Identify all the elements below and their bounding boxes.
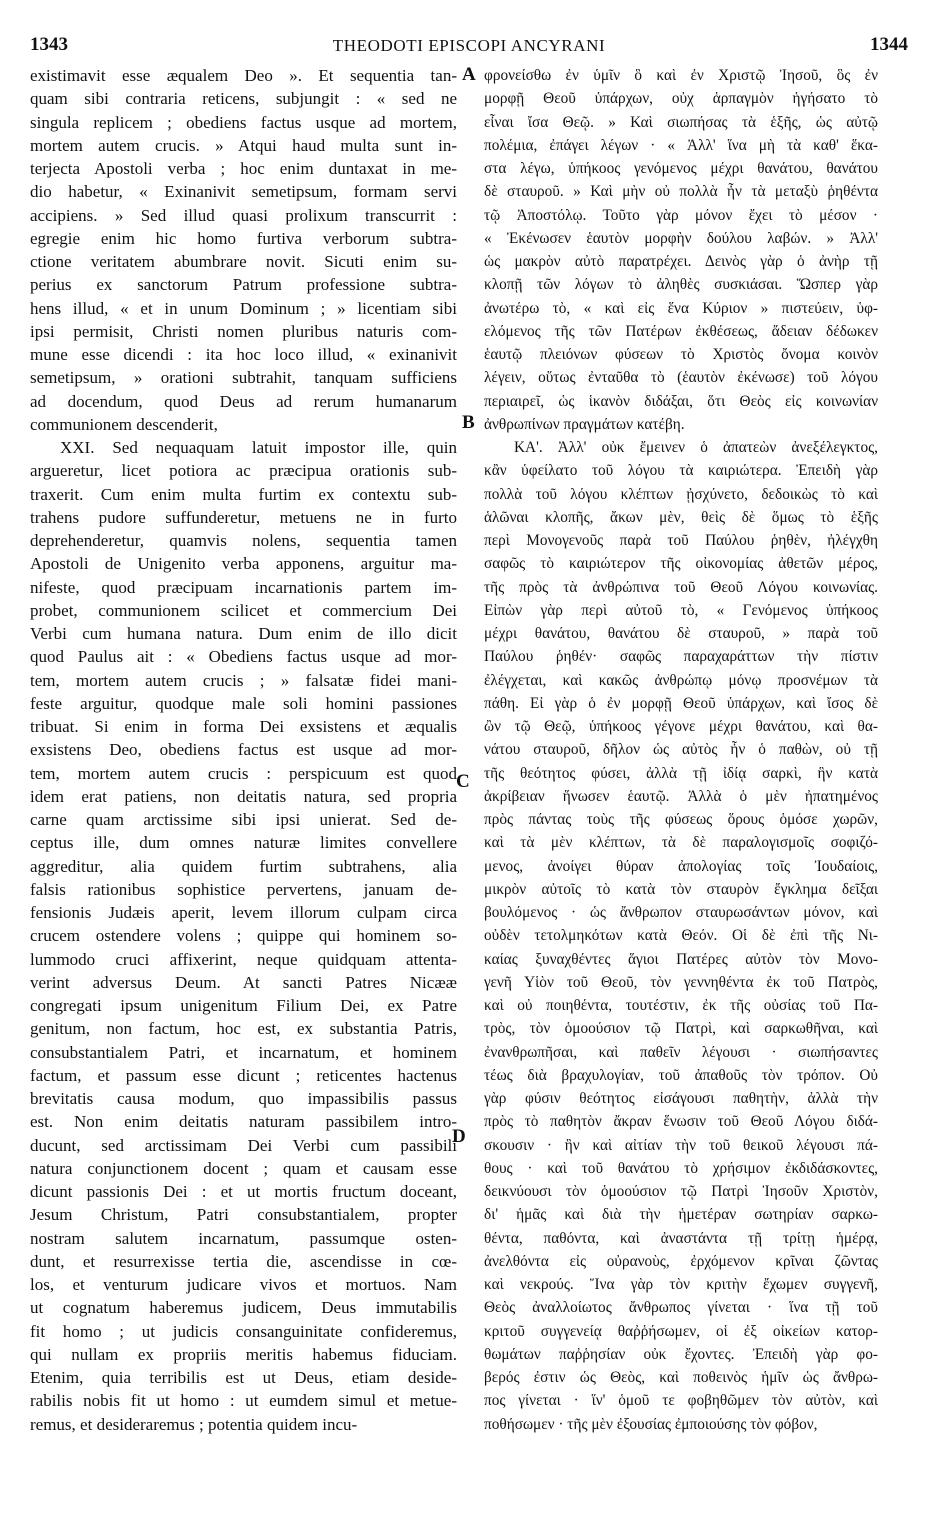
greek-text-line: μορφῇ Θεοῦ ὑπάρχων, οὐχ ἁρπαγμὸν ἡγήσατο τὸ bbox=[484, 90, 878, 108]
greek-text-line: δι' ἡμᾶς καὶ διὰ τὴν ἡμετέραν σωτηρίαν σαρκω- bbox=[484, 1206, 878, 1224]
latin-text-line: accipiens. » Sed illud quasi prolixum transcurrit : bbox=[30, 205, 457, 225]
greek-text-line: πολέμια, ἐπάγει λέγων · « Ἀλλ' ἵνα μὴ τὰ καθ' ἕκα- bbox=[484, 136, 878, 154]
latin-text-line: feste arguitur, quodque male soli homini passiones bbox=[30, 693, 457, 713]
greek-text-line: ἐνανθρωπῆσαι, καὶ παθεῖν λέγουσι · σιωπήσαντες bbox=[484, 1043, 878, 1061]
greek-text-line: κλοπῇ τῶν λόγων τὸ ἀληθὲς συσκιάσαι. Ὥσπερ γὰρ bbox=[484, 276, 878, 294]
greek-text-line: εἶναι ἴσα Θεῷ. » Καὶ σιωπήσας τὰ ἑξῆς, ὡς αὐτῷ bbox=[484, 113, 878, 131]
greek-text-line: πολλὰ τοῦ λόγου κλέπτων ᾐσχύνετο, δεδοικὼς τὸ καὶ bbox=[484, 485, 878, 503]
greek-text-line: ΚΑ'. Ἀλλ' οὐκ ἔμεινεν ὁ ἀπατεὼν ἀνεξέλεγκτος, bbox=[514, 439, 878, 456]
latin-text-line: ad docendum, quod Deus ad rerum humanarum bbox=[30, 391, 457, 411]
greek-text-line: θους · καὶ τοῦ θανάτου τὸ χρήσιμον ἐκδιδάσκοντες, bbox=[484, 1159, 878, 1177]
greek-text-line: τέως διὰ βραχυλογίαν, τοῦ ἀπαθοῦς τὸν τρόπον. Οὐ bbox=[484, 1066, 878, 1084]
greek-text-line: τῆς πρὸς τὰ ἀνθρώπινα τοῦ Θεοῦ Λόγου κοινωνίας. bbox=[484, 578, 878, 596]
greek-text-line: βουλόμενος · ὡς ἄνθρωπον σταυρωσάντων μόνον, καὶ bbox=[484, 904, 878, 921]
greek-text-line: καὶ οὐ ποιηθέντα, τουτέστιν, ἐκ τῆς οὐσίας τοῦ Πα- bbox=[484, 997, 878, 1014]
latin-text-line: dio habetur, « Exinanivit semetipsum, formam servi bbox=[30, 182, 457, 202]
greek-text-line: κἂν ὑφείλατο τοῦ λόγου τὰ καιριώτερα. Ἐπειδὴ γὰρ bbox=[484, 462, 878, 480]
greek-text-line: γὰρ φύσιν θεότητος εἰσάγουσι παθητὴν, ἀλλὰ τὴν bbox=[484, 1090, 878, 1107]
greek-text-line: ἀνελθόντα εἰς οὐρανοὺς, ἐρχόμενον κρῖναι ζῶντας bbox=[484, 1252, 878, 1270]
latin-text-line: hens illud, « et in unum Dominum ; » licentiam sibi bbox=[30, 298, 457, 318]
latin-text-line: factum, et passum esse dicunt ; reticentes hactenus bbox=[30, 1065, 457, 1085]
greek-text-line: τρὸς, τὸν ὁμοούσιον τῷ Πατρὶ, καὶ σαρκωθῆναι, καὶ bbox=[484, 1020, 878, 1038]
latin-text-line: Etenim, quia terribilis est ut Deus, etiam deside- bbox=[30, 1368, 457, 1387]
latin-text-line: verint adversus Deum. At sancti Patres Nicææ bbox=[30, 972, 457, 992]
latin-text-line: Verbi cum humana natura. Dum enim de illo dicit bbox=[30, 624, 457, 643]
latin-text-line: Jesum Christum, Patri consubstantialem, propter bbox=[30, 1205, 457, 1225]
running-title: THEODOTI EPISCOPI ANCYRANI bbox=[332, 36, 606, 55]
latin-text-line: quam sibi contraria reticens, subjungit : « sed ne bbox=[30, 89, 457, 109]
greek-text-line: περιαιρεῖ, ὡς ἱκανὸν διδάξαι, ὅτι Θεὸς εἰς κοινωνίαν bbox=[484, 392, 878, 410]
latin-text-line: semetipsum, » orationi subtrahit, tanquam sufficiens bbox=[30, 368, 457, 388]
greek-text-line: καὶ τὰ μὲν κλέπτων, τὰ δὲ παραλογισμοῖς σοφιζό- bbox=[484, 834, 878, 852]
greek-text-line: Θεὸς ἀναλλοίωτος ἄνθρωπος γίνεται · ἵνα τῇ τοῦ bbox=[484, 1299, 878, 1317]
greek-text-line: περὶ Μονογενοῦς παρὰ τοῦ Παύλου ῥηθὲν, ἠλέγχθη bbox=[484, 532, 878, 549]
latin-text-line: ducunt, sed arctissimam Dei Verbi cum passibili bbox=[30, 1135, 457, 1155]
page-number-right: 1344 bbox=[870, 34, 908, 55]
greek-text-line: καὶ νεκρούς. Ἵνα γὰρ τὸν κριτὴν ἔχωμεν συγγενῆ, bbox=[484, 1276, 878, 1293]
latin-text-line: est. Non enim deitatis naturam passibilem intro- bbox=[30, 1112, 457, 1132]
latin-text-line: mune esse dicendi : ita hoc loco illud, « exinanivit bbox=[30, 345, 457, 364]
greek-text-line: φρονείσθω ἐν ὑμῖν ὃ καὶ ἐν Χριστῷ Ἰησοῦ, ὃς ἐν bbox=[484, 67, 878, 84]
latin-text-line: fensionis Judæis aperit, levem illorum culpam circa bbox=[30, 903, 457, 922]
latin-text-line: ipsi permisit, Christi nomen pluribus naturis com- bbox=[30, 321, 457, 341]
greek-text-line: ἑαυτῷ πλειόνων φύσεων τὸ Χριστὸς ὄνομα κοινὸν bbox=[484, 346, 878, 363]
latin-text-line: mortem autem crucis. » Atqui haud multa sunt in- bbox=[30, 135, 457, 155]
latin-text-line: XXI. Sed nequaquam latuit impostor ille, quin bbox=[60, 438, 457, 457]
latin-text-line: nostram salutem incarnatum, passumque osten- bbox=[30, 1228, 457, 1248]
latin-text-line: fit homo ; ut judicis consanguinitate confideremus, bbox=[30, 1321, 457, 1341]
greek-text-line: θέντα, παθόντα, καὶ ἀναστάντα τῇ τρίτῃ ἡμέρᾳ, bbox=[484, 1229, 878, 1247]
latin-text-line: falsis rationibus sophistice pervertens, januam de- bbox=[30, 879, 457, 899]
latin-text-line: idem erat patiens, non deitatis natura, sed propria bbox=[30, 786, 457, 806]
greek-text-line: ελόμενος τῆς τῶν Πατέρων ἐκθέσεως, ἄδειαν δέδωκεν bbox=[484, 322, 878, 340]
greek-text-line: ἁλῶναι κλοπῆς, ἄκων μὲν, θεὶς δὲ ὅμως τὸ ἑξῆς bbox=[484, 508, 878, 526]
greek-text-line: ὢν τῷ Θεῷ, ὑπήκοος γέγονε μέχρι θανάτου, καὶ θα- bbox=[484, 718, 878, 735]
latin-text-line: natura conjunctionem docent ; quam et causam esse bbox=[30, 1158, 457, 1178]
latin-text-line: consubstantialem Patri, et incarnatum, et hominem bbox=[30, 1042, 457, 1062]
latin-text-line: Apostoli de Unigenito verba apponens, arguitur ma- bbox=[30, 554, 457, 574]
latin-text-line: probet, communionem scilicet et commercium Dei bbox=[30, 600, 457, 620]
latin-text-line: crucem ostendere volens ; quippe qui hominem so- bbox=[30, 926, 457, 946]
latin-text-line: dicunt passionis Dei : et ut mortis fructum doceant, bbox=[30, 1182, 457, 1201]
latin-text-line: rabilis nobis fit ut homo : ut eumdem simul et metue- bbox=[30, 1391, 457, 1411]
greek-text-line: μενος, ἀνοίγει θύραν ἀπολογίας τοῖς Ἰουδαίοις, bbox=[484, 857, 878, 875]
section-marker-c: C bbox=[456, 771, 470, 792]
latin-text-line: tribuat. Si enim in forma Dei exsistens et æqualis bbox=[30, 717, 457, 736]
greek-text-line: πρὸς πάντας τοὺς τῆς φύσεως ὅρους ὁμόσε χωρῶν, bbox=[484, 811, 878, 828]
latin-text-line: singula replicem ; obediens factus usque ad mortem, bbox=[30, 112, 457, 132]
greek-text-line: λέγειν, οὕτως ἐνταῦθα τὸ (ἑαυτὸν ἐκένωσε) τοῦ λόγου bbox=[484, 369, 878, 387]
latin-text-line: quod Paulus ait : « Obediens factus usque ad mor- bbox=[30, 647, 457, 667]
latin-text-line: carne quam arctissime sibi ipsi unierat. Sed de- bbox=[30, 810, 457, 829]
greek-text-line: στα λέγω, ὑπήκοος γενόμενος μέχρι θανάτου, θανάτου bbox=[484, 160, 878, 177]
latin-text-line: existimavit esse æqualem Deo ». Et sequentia tan- bbox=[30, 66, 457, 85]
greek-text-line: μέχρι θανάτου, θανάτου δὲ σταυροῦ, » παρὰ τοῦ bbox=[484, 625, 878, 642]
greek-text-line: ἀνθρωπίνων πραγμάτων κατέβη. bbox=[484, 415, 685, 433]
greek-text-line: « Ἐκένωσεν ἑαυτὸν μορφὴν δούλου λαβών. » Ἀλλ' bbox=[484, 229, 878, 247]
latin-text-line: qui nullam ex propriis meritis habemus fiduciam. bbox=[30, 1344, 457, 1364]
greek-text-line: πάθη. Εἰ γὰρ ὁ ἐν μορφῇ Θεοῦ ὑπάρχων, καὶ ἴσος δὲ bbox=[484, 694, 878, 712]
latin-text-line: ceptus ille, dum omnes naturæ limites convellere bbox=[30, 833, 457, 853]
greek-text-line: δὲ σταυροῦ. » Καὶ μὴν οὐ πολλὰ ἦν τὰ μεταξὺ ῥηθέντα bbox=[484, 183, 878, 201]
greek-text-line: κριτοῦ συγγενείᾳ θαῤῥήσωμεν, οἱ ἐξ οἰκείων κατορ- bbox=[484, 1322, 878, 1340]
latin-text-line: communionem descenderit, bbox=[30, 414, 218, 434]
latin-text-line: tem, mortem autem crucis ; » falsatæ fidei mani- bbox=[30, 670, 457, 690]
latin-text-line: genitum, non factum, hoc est, ex substantia Patris, bbox=[30, 1019, 457, 1039]
section-marker-d: D bbox=[452, 1126, 466, 1147]
greek-text-line: τῷ Ἀποστόλῳ. Τοῦτο γὰρ μόνον ἔχει τὸ μέσον · bbox=[484, 206, 878, 224]
latin-text-line: dunt, et resurrexisse tertia die, ascendisse in cœ- bbox=[30, 1251, 457, 1271]
latin-text-line: terjecta Apostoli verba ; hoc enim duntaxat in me- bbox=[30, 159, 457, 178]
section-marker-b: B bbox=[462, 412, 475, 433]
greek-text-line: δεικνύουσι τὸν ὁμοούσιον τῷ Πατρὶ Ἰησοῦν Χριστὸν, bbox=[484, 1183, 878, 1200]
latin-text-line: traxerit. Cum enim multa furtim ex contextu sub- bbox=[30, 484, 457, 504]
section-marker-a: A bbox=[462, 64, 476, 85]
greek-text-line: σαφῶς τὸ καιριώτερον τῆς οἰκονομίας ἀθετῶν μέρος, bbox=[484, 555, 878, 573]
latin-column bbox=[30, 64, 457, 1436]
latin-text-line: perius ex sanctorum Patrum professione subtra- bbox=[30, 275, 457, 295]
greek-text-line: ποθήσωμεν · τῆς μὲν ἐξουσίας ἐμποιούσης τὸν φόβον, bbox=[484, 1415, 818, 1433]
page-number-left: 1343 bbox=[30, 34, 68, 55]
latin-text-line: remus, et desideraremus ; potentia quidem incu- bbox=[30, 1414, 358, 1434]
greek-text-line: τῆς θεότητος φύσει, ἀλλὰ τῇ ἰδίᾳ σαρκὶ, ἣν κατὰ bbox=[484, 764, 878, 782]
greek-text-line: πος γίνεται · ἵν' ὁμοῦ τε φοβηθῶμεν τὸν αὐτὸν, καὶ bbox=[484, 1392, 878, 1410]
latin-text-line: ut cognatum haberemus judicem, Deus immutabilis bbox=[30, 1298, 457, 1318]
latin-text-line: congregati ipsum unigenitum Filium Dei, ex Patre bbox=[30, 996, 457, 1015]
greek-text-line: ἐλέγχεται, καὶ κακῶς ἀνθρώπῳ μόνῳ προσνέμων τὰ bbox=[484, 671, 878, 689]
greek-text-line: ἀκρίβειαν ἥνωσεν ἑαυτῷ. Ἀλλὰ ὁ μὲν ἠπατημένος bbox=[484, 787, 878, 805]
greek-text-line: θωμάτων παῤῥησίαν οὐκ ἔχοντες. Ἐπειδὴ γὰρ φο- bbox=[484, 1345, 878, 1363]
latin-text-line: tem, mortem autem crucis : perspicuum est quod bbox=[30, 763, 457, 783]
latin-text-line: nifeste, quod præcipuam incarnationis partem im- bbox=[30, 577, 457, 597]
latin-text-line: argueretur, licet potiora ac præcipua orationis sub- bbox=[30, 461, 457, 481]
greek-text-line: Εἰπὼν γὰρ περὶ αὐτοῦ τὸ, « Γενόμενος ὑπήκοος bbox=[484, 601, 878, 619]
greek-column bbox=[484, 64, 878, 1436]
latin-text-line: ctione veritatem abumbrare novit. Sicuti enim su- bbox=[30, 252, 457, 271]
latin-text-line: brevitatis causa modum, quo impassibilis passus bbox=[30, 1089, 457, 1108]
greek-text-line: Παύλου ῥηθέν· σαφῶς παραχαράττων τὴν πίστιν bbox=[484, 648, 878, 666]
greek-text-line: βερός ἐστιν ὡς Θεὸς, καὶ ποθεινὸς ἡμῖν ὡς ἄνθρω- bbox=[484, 1369, 878, 1386]
latin-text-line: aggreditur, alia quidem furtim subtrahens, alia bbox=[30, 856, 457, 876]
greek-text-line: γενῆ Υἱὸν τοῦ Θεοῦ, τὸν γεννηθέντα ἐκ τοῦ Πατρὸς, bbox=[484, 973, 878, 991]
latin-text-line: exsistens Deo, obediens factus est usque ad mor- bbox=[30, 740, 457, 760]
greek-text-line: μικρὸν αὐτοῖς τὸ κατὰ τὸν σταυρὸν ἔγκλημα δεῖξαι bbox=[484, 880, 878, 898]
greek-text-line: σκουσιν · ἣν καὶ αἰτίαν τὴν τοῦ θεικοῦ λέγουσι πά- bbox=[484, 1136, 878, 1154]
greek-text-line: νάτου σταυροῦ, δῆλον ὡς αὐτὸς ἦν ὁ παθὼν, οὐ τῇ bbox=[484, 741, 878, 759]
greek-text-line: πρὸς τὸ παθητὸν ἄκραν ἕνωσιν τοῦ Θεοῦ Λόγου διδά- bbox=[484, 1113, 878, 1131]
latin-text-line: los, et venturum judicare vivos et mortuos. Nam bbox=[30, 1275, 457, 1294]
latin-text-line: deprehenderetur, quamvis nolens, sequentia tamen bbox=[30, 531, 457, 550]
latin-text-line: egregie enim hic homo furtiva verborum subtra- bbox=[30, 228, 457, 248]
running-header bbox=[30, 34, 908, 58]
latin-text-line: lummodo cruci affixerint, neque quidquam attenta- bbox=[30, 949, 457, 969]
latin-text-line: trahens pudore suffunderetur, metuens ne in furto bbox=[30, 507, 457, 527]
greek-text-line: ὡς μακρὸν αὐτὸ παρατρέχει. Δεινὸς γὰρ ὁ ἀνὴρ τῇ bbox=[484, 253, 878, 270]
greek-text-line: οὐδὲν τετολμηκότων κατὰ Θεόν. Οἱ δὲ ἐπὶ τῆς Νι- bbox=[484, 927, 878, 945]
greek-text-line: ἀνωτέρω τὸ, « καὶ εἰς ἕνα Κύριον » πιστεύειν, ὑφ- bbox=[484, 299, 878, 317]
greek-text-line: καίας ξυναχθέντες ἅγιοι Πατέρες αὐτὸν τὸν Μονο- bbox=[484, 950, 878, 968]
